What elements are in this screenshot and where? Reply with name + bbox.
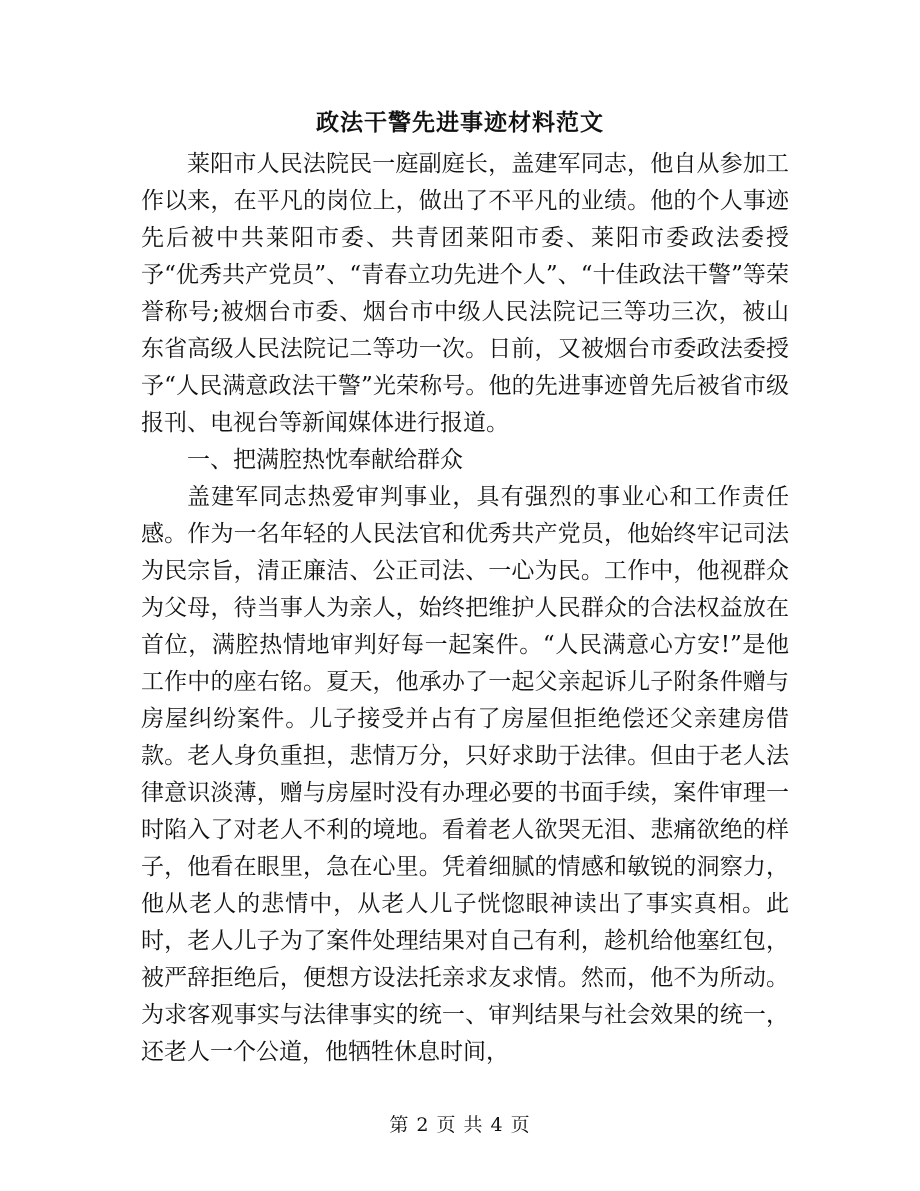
document-body [141,146,789,1071]
page-number: 第 2 页 共 4 页 [389,1114,531,1136]
paragraph-case: 盖建军同志热爱审判事业，具有强烈的事业心和工作责任感。作为一名年轻的人民法官和优秀共产党员，他始终牢记司法为民宗旨，清正廉洁、公正司法、一心为民。工作中，他视群众为父母，待当事人为亲人，始终把维护人民群众的合法权益放在首位，满腔热情地审判好每一起案件。“人民满意心方安!”是他工作中的座右铭。夏天，他承办了一起父亲起诉儿子附条件赠与房屋纠纷案件。儿子接受并占有了房屋但拒绝偿还父亲建房借款。老人身负重担，悲情万分，只好求助于法律。但由于老人法律意识淡薄，赠与房屋时没有办理必要的书面手续，案件审理一时陷入了对老人不利的境地。看着老人欲哭无泪、悲痛欲绝的样子，他看在眼里，急在心里。凭着细腻的情感和敏锐的洞察力，他从老人的悲情中，从老人儿子恍惚眼神读出了事实真相。此时，老人儿子为了案件处理结果对自己有利，趁机给他塞红包，被严辞拒绝后，便想方设法托亲求友求情。然而，他不为所动。为求客观事实与法律事实的统一、审判结果与社会效果的统一，还老人一个公道，他牺牲休息时间， [141,484,789,1065]
document-title: 政法干警先进事迹材料范文 [316,109,604,136]
paragraph-intro: 莱阳市人民法院民一庭副庭长，盖建军同志，他自从参加工作以来，在平凡的岗位上，做出了不平凡的业绩。他的个人事迹先后被中共莱阳市委、共青团莱阳市委、莱阳市委政法委授予“优秀共产党员”、“青春立功先进个人”、“十佳政法干警”等荣誉称号;被烟台市委、烟台市中级人民法院记三等功三次，被山东省高级人民法院记二等功一次。日前，又被烟台市委政法委授予“人民满意政法干警”光荣称号。他的先进事迹曾先后被省市级报刊、电视台等新闻媒体进行报道。 [141,151,789,436]
section-heading: 一、把满腔热忱奉献给群众 [187,447,463,473]
